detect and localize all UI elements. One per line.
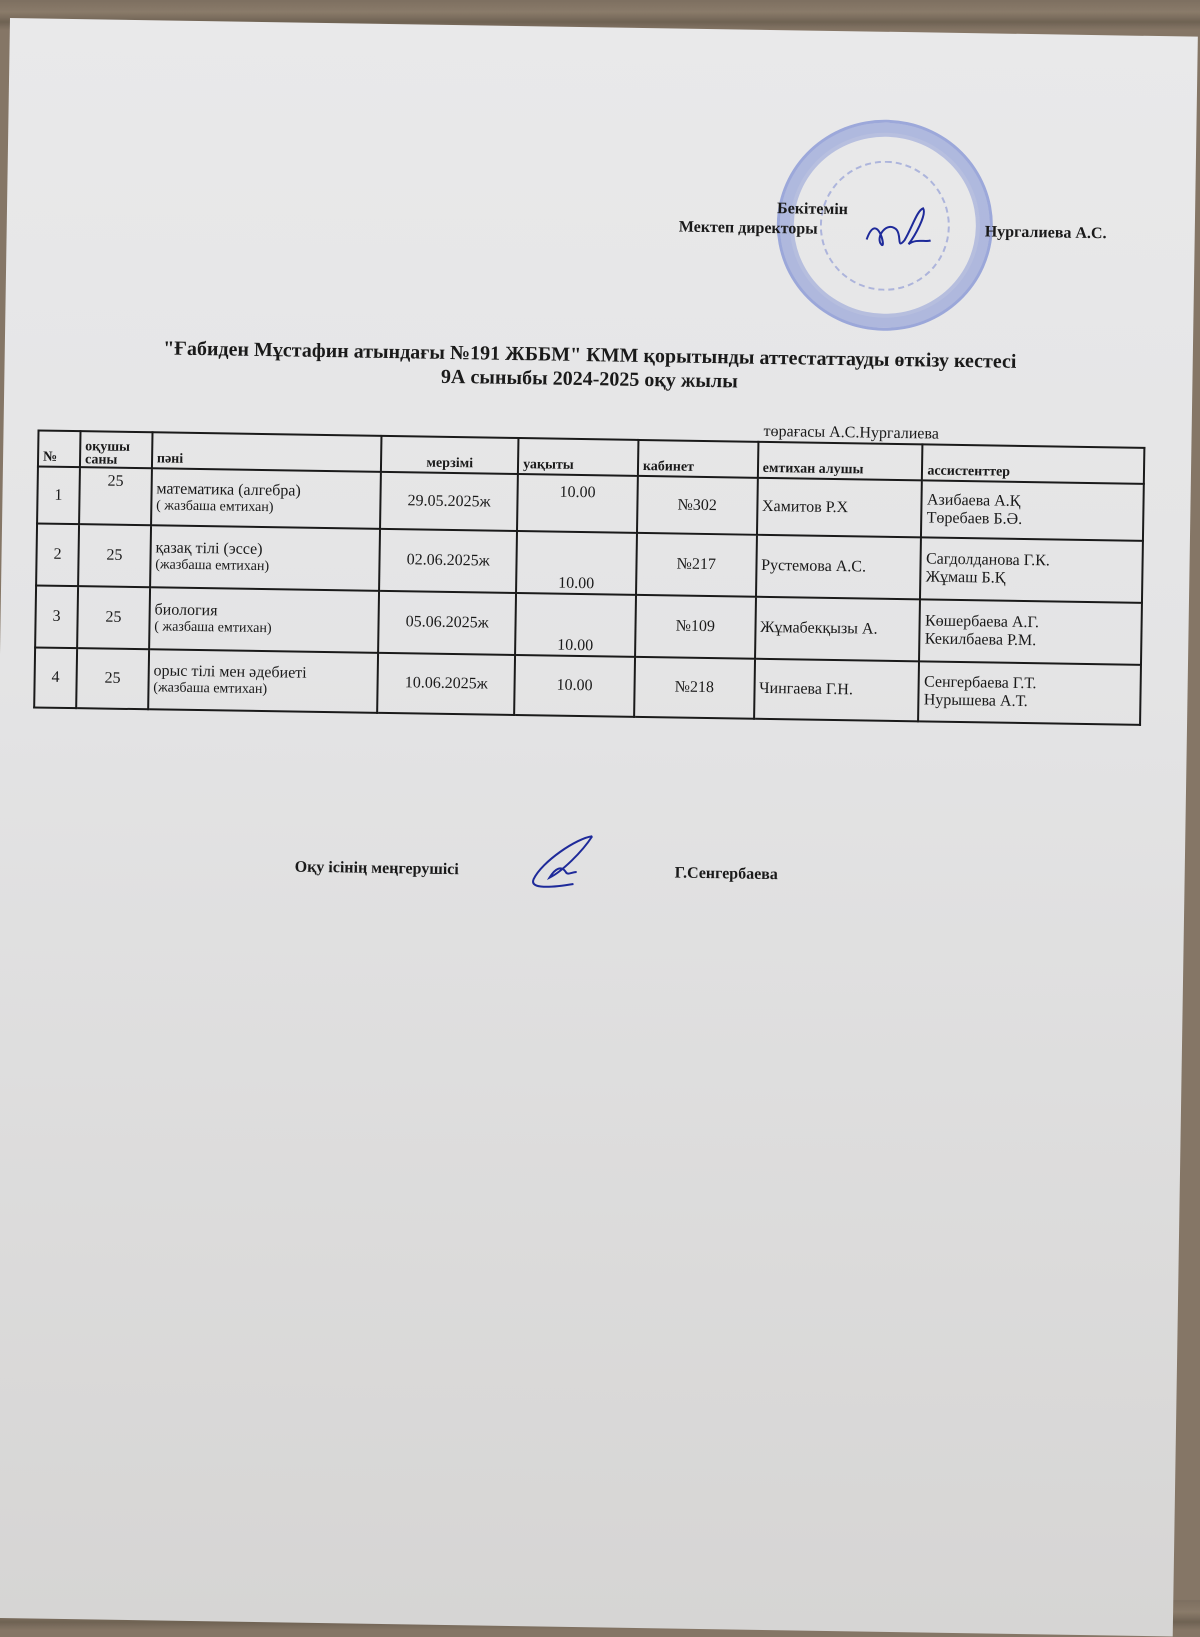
subject-cell (151, 468, 381, 529)
examiner: Хамитов Р.Х (757, 478, 923, 538)
assistants-cell (921, 480, 1143, 540)
chairman-label: төрағасы А.С.Нургалиева (763, 422, 940, 443)
examiner: Чингаева Г.Н. (754, 659, 920, 722)
subject-cell (150, 525, 380, 591)
exam-date: 10.06.2025ж (377, 653, 515, 715)
assistant-1: Азибаева А.Қ (926, 490, 1021, 510)
exam-time: 10.00 (515, 593, 636, 657)
exam-room: №109 (635, 595, 756, 659)
approval-role: Мектеп директоры (678, 218, 818, 238)
title-line-2: 9А сыныбы 2024-2025 оқу жылы (440, 365, 738, 393)
student-count: 25 (77, 586, 150, 649)
row-number: 1 (37, 466, 80, 524)
assistant-1: Сенгербаева Г.Т. (923, 673, 1037, 693)
examiner: Жұмабекқызы А. (755, 597, 921, 662)
exam-form: (жазбаша емтихан) (153, 680, 268, 698)
exam-form: (жазбаша емтихан) (155, 557, 270, 575)
exam-form: ( жазбаша емтихан) (154, 619, 272, 637)
header-subject: пәні (152, 432, 382, 472)
assistant-2: Нурышева А.Т. (923, 691, 1028, 711)
exam-date: 02.06.2025ж (379, 529, 517, 593)
assistants-cell (920, 537, 1143, 602)
head-teacher-signature-icon (521, 831, 602, 892)
student-count: 25 (78, 524, 151, 587)
row-number: 3 (35, 585, 78, 648)
subject-cell (148, 649, 378, 713)
assistant-2: Жұмаш Б.Қ (925, 568, 1006, 587)
approval-name: Нургалиева А.С. (984, 223, 1107, 243)
subject-name: қазақ тілі (эссе) (155, 539, 263, 559)
exam-room: №218 (634, 657, 755, 719)
header-assistants: ассистенттер (922, 444, 1144, 483)
student-count: 25 (79, 467, 152, 525)
subject-name: орыс тілі мен әдебиеті (153, 662, 307, 682)
subject-cell (149, 587, 379, 653)
director-signature-icon (856, 199, 937, 260)
assistants-cell (918, 661, 1141, 724)
assistant-2: Кекилбаева Р.М. (924, 630, 1037, 650)
exam-schedule-table (33, 429, 1145, 725)
row-number: 4 (34, 647, 77, 708)
student-count: 25 (76, 648, 149, 709)
title-line-1: "Ғабиден Мұстафин атындағы №191 ЖББМ" КММ қорытынды аттестаттауды өткізу кестесі (162, 337, 1017, 373)
page-title (4, 334, 1175, 400)
header-date: мерзімі (381, 436, 518, 474)
subject-name: математика (алгебра) (156, 479, 301, 500)
exam-date: 29.05.2025ж (380, 472, 518, 531)
subject-name: биология (154, 601, 218, 620)
exam-date: 05.06.2025ж (378, 591, 516, 655)
approval-title: Бекітемін (776, 200, 849, 219)
exam-time: 10.00 (516, 531, 637, 595)
assistant-1: Сагдолданова Г.К. (925, 550, 1050, 570)
row-number: 2 (36, 523, 79, 586)
assistant-2: Төребаев Б.Ә. (926, 508, 1023, 528)
examiner: Рустемова А.С. (756, 535, 922, 600)
assistant-1: Көшербаева А.Г. (924, 612, 1040, 632)
exam-room: №302 (637, 476, 758, 535)
header-number: № (38, 430, 80, 467)
exam-room: №217 (636, 533, 757, 597)
exam-form: ( жазбаша емтихан) (156, 497, 274, 515)
footer-name: Г.Сенгербаева (674, 864, 779, 884)
assistants-cell (919, 599, 1142, 664)
header-room: кабинет (638, 440, 758, 478)
header-time: уақыты (518, 438, 638, 476)
exam-time: 10.00 (517, 474, 638, 533)
header-student-count: оқушы саны (80, 431, 152, 468)
paper-sheet (0, 18, 1198, 1636)
header-examiner: емтихан алушы (758, 442, 923, 481)
exam-time: 10.00 (514, 655, 635, 717)
footer-role: Оқу ісінің меңгерушісі (294, 858, 459, 879)
